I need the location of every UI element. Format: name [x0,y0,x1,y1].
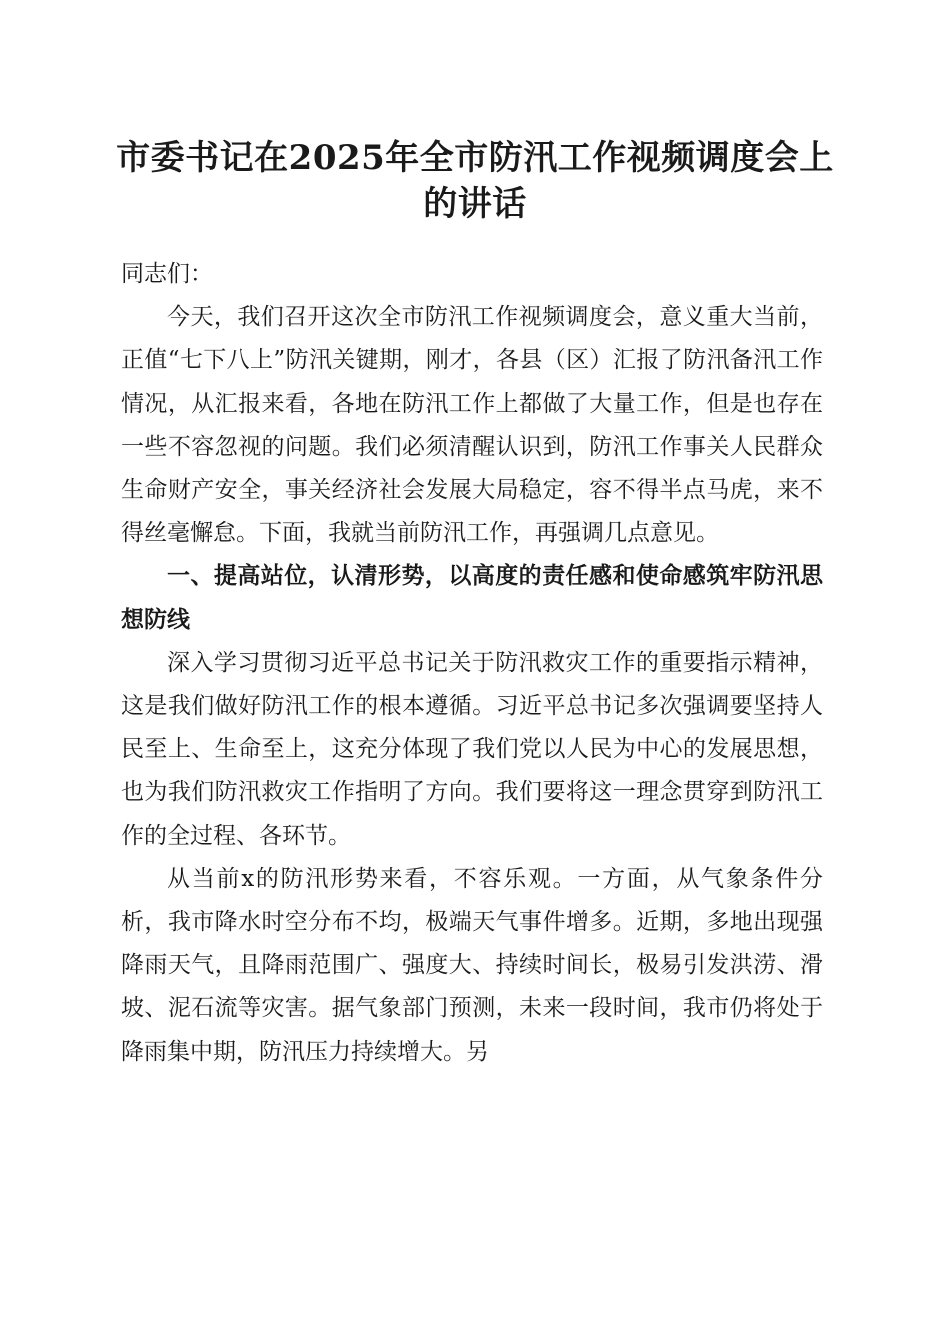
paragraph-intro: 今天，我们召开这次全市防汛工作视频调度会，意义重大当前，正值“七下八上”防汛关键期，刚才，各县（区）汇报了防汛备汛工作情况，从汇报来看，各地在防汛工作上都做了大量工作，但是也存在一些不容忽视的问题。我们必须清醒认识到，防汛工作事关人民群众生命财产安全，事关经济社会发展大局稳定，容不得半点马虎，来不得丝毫懈怠。下面，我就当前防汛工作，再强调几点意见。 [121,304,823,547]
document-title: 市委书记在2025年全市防汛工作视频调度会上的讲话 [116,138,834,224]
salutation: 同志们： [121,261,213,287]
paragraph-study: 深入学习贯彻习近平总书记关于防汛救灾工作的重要指示精神，这是我们做好防汛工作的根本遵循。习近平总书记多次强调要坚持人民至上、生命至上，这充分体现了我们党以人民为中心的发展思想，也为我们防汛救灾工作指明了方向。我们要将这一理念贯穿到防汛工作的全过程、各环节。 [121,649,823,849]
section-heading-1: 一、提高站位，认清形势，以高度的责任感和使命感筑牢防汛思想防线 [121,563,823,633]
document-body [121,253,823,1074]
paragraph-situation: 从当前x的防汛形势来看，不容乐观。一方面，从气象条件分析，我市降水时空分布不均，极端天气事件增多。近期，多地出现强降雨天气，且降雨范围广、强度大、持续时间长，极易引发洪涝、滑坡、泥石流等灾害。据气象部门预测，未来一段时间，我市仍将处于降雨集中期，防汛压力持续增大。另 [121,865,823,1065]
